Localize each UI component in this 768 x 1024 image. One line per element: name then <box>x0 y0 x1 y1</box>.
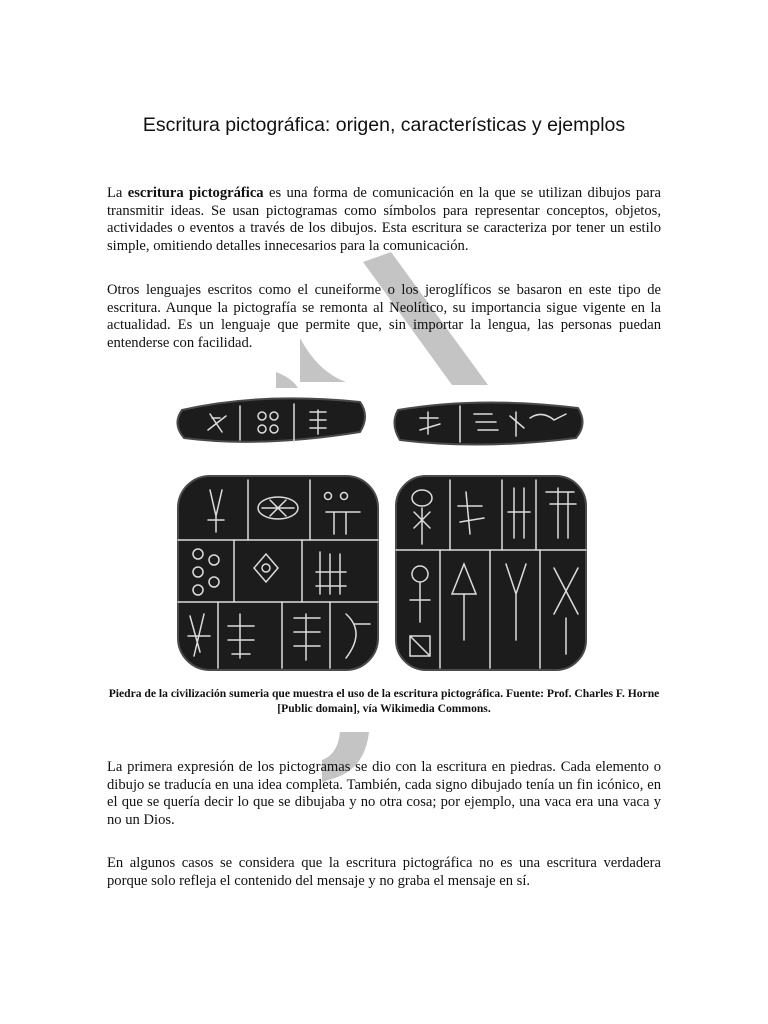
intro-lead: La <box>107 185 128 201</box>
intro-rest: es una forma de comunicación en la que se utilizan dibujos para transmitir ideas. Se usan pictogramas como símbolos para representar conceptos, objetos, actividades o eventos a través de los dibujos. Esta escritura se caracteriza por tener un estilo simple, omitiendo detalles innecesarios para la comunicación. <box>107 185 661 254</box>
intro-bold-term: escritura pictográfica <box>127 185 264 201</box>
page-title: Escritura pictográfica: origen, características y ejemplos <box>142 114 626 136</box>
paragraph-intro <box>107 185 661 255</box>
paragraph-origins: La primera expresión de los pictogramas se dio con la escritura en piedras. Cada elemento o dibujo se traducía en una idea completa. También, cada signo dibujado tenía un fin icónico, en el que se quería decir lo que se dibujaba y no otra cosa; por ejemplo, una vaca era una vaca y no un Dios. <box>107 759 661 828</box>
sumerian-tablet-image <box>170 388 598 672</box>
paragraph-history: Otros lenguajes escritos como el cuneiforme o los jeroglíficos se basaron en este tipo de escritura. Aunque la pictografía se remonta al Neolítico, su importancia sigue vigente en la actualidad. Es un lenguaje que permite que, sin importar la lengua, las personas puedan entenderse con facilidad. <box>107 282 661 351</box>
figure-caption: Piedra de la civilización sumeria que muestra el uso de la escritura pictográfica. Fuente: Prof. Charles F. Horne [Public domain], vía Wikimedia Commons. <box>108 687 660 715</box>
paragraph-considerations: En algunos casos se considera que la escritura pictográfica no es una escritura verdadera porque solo refleja el contenido del mensaje y no graba el mensaje en sí. <box>107 855 661 889</box>
